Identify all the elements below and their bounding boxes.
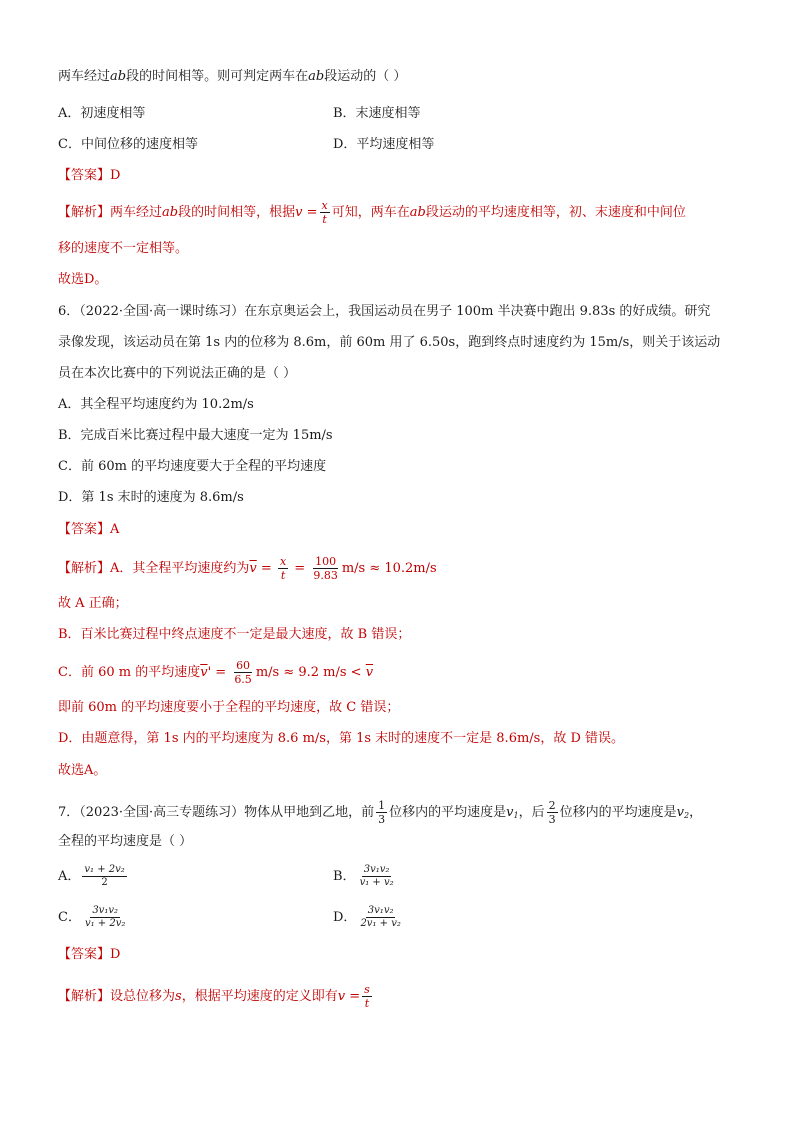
fraction-numerator: 100: [315, 555, 337, 568]
fraction-denominator: t: [322, 213, 327, 226]
analysis-text: 设总位移为: [110, 989, 176, 1004]
fraction-numerator: s: [364, 983, 370, 996]
analysis-text: 段的时间相等，根据: [178, 205, 296, 220]
q6-conclusion: 故选A。: [58, 763, 107, 778]
s-symbol: s: [175, 989, 182, 1004]
answer-tag: 【答案】: [58, 947, 111, 962]
option-fraction: [358, 906, 402, 929]
fraction-numerator: 2: [548, 799, 556, 812]
equals-sign: =: [290, 561, 310, 576]
q6-stem-line2: 录像发现，该运动员在第 1s 内的位移为 8.6m，前 60m 用了 6.50s，跑到终点时速度约为 15m/s，则关于该运动: [58, 335, 721, 350]
fraction-numerator: 60: [236, 659, 251, 672]
q5-analysis-line2: 移的速度不一定相等。: [58, 241, 189, 256]
q7-option-d: [333, 906, 405, 929]
v1-subscript: 1: [513, 811, 519, 820]
fraction-numerator: 3v₁v₂: [363, 864, 390, 875]
fraction-denominator: t: [280, 569, 286, 582]
fraction-denominator: 2: [101, 877, 108, 888]
q5-conclusion: 故选D。: [58, 272, 108, 287]
q7-analysis: [58, 984, 374, 1009]
q5-ab: ab: [308, 69, 325, 84]
fraction-x-over-t: [278, 556, 288, 581]
analysis-text: m/s ≈ 9.2 m/s <: [255, 665, 366, 680]
answer-tag: 【答案】: [58, 522, 111, 537]
q6-option-c: C．前 60m 的平均速度要大于全程的平均速度: [58, 459, 327, 474]
analysis-tag: 【解析】: [58, 561, 111, 576]
fraction-denominator: 6.5: [234, 673, 252, 686]
analysis-tag: 【解析】: [58, 989, 111, 1004]
formula-lhs: v =: [337, 989, 361, 1004]
analysis-text: ，根据平均速度的定义即有: [181, 989, 338, 1004]
fraction-numerator: x: [279, 555, 287, 568]
q7-stem-text: ，后: [518, 805, 545, 820]
formula-lhs: v =: [295, 205, 318, 220]
q6-stem-line1: 6．（2022·全国·高一课时练习）在东京奥运会上，我国运动员在男子 100m 半决赛中跑出 9.83s 的好成绩。研究: [58, 304, 711, 319]
analysis-tag: 【解析】: [58, 205, 111, 220]
fraction-numerator: x: [321, 199, 328, 212]
fraction-100-over-9-83: [311, 556, 340, 581]
q5-answer: [58, 167, 120, 185]
q7-stem-text: 7．（2023·全国·高三专题练习）物体从甲地到乙地，前: [58, 805, 375, 820]
v-bar: $\overline{v}$: [365, 665, 374, 680]
q7-option-c: [58, 906, 129, 929]
q7-stem-text: 位移内的平均速度是: [389, 805, 507, 820]
answer-tag: 【答案】: [58, 168, 111, 183]
q6-option-b: B．完成百米比赛过程中最大速度一定为 15m/s: [58, 428, 333, 443]
fraction-denominator: 2v₁ + v₂: [360, 918, 401, 929]
fraction-denominator: 3: [548, 813, 556, 826]
q6-analysis-a-conclusion: 故 A 正确；: [58, 596, 128, 611]
analysis-text: C．前 60 m 的平均速度: [58, 665, 201, 680]
v2-symbol: v: [676, 805, 684, 820]
q7-option-b: [333, 865, 398, 888]
option-label: D．: [333, 910, 357, 925]
fraction-denominator: v₁ + v₂: [359, 877, 394, 888]
answer-value: A: [110, 522, 120, 537]
q7-stem-line2: 全程的平均速度是（ ）: [58, 834, 193, 849]
fraction-denominator: 3: [378, 813, 386, 826]
q5-stem-text: 段运动的（ ）: [324, 69, 407, 84]
fraction-denominator: t: [364, 997, 370, 1010]
v1-symbol: v: [506, 805, 514, 820]
fraction-one-third: [376, 800, 387, 825]
q5-ab: ab: [409, 205, 426, 220]
q7-stem-text: ，: [689, 805, 703, 820]
analysis-text: A．其全程平均速度约为: [110, 561, 250, 576]
q5-stem-text: 两车经过: [58, 69, 111, 84]
fraction-s-over-t: [362, 984, 372, 1009]
analysis-text: 两车经过: [110, 205, 163, 220]
option-label: C．: [58, 910, 81, 925]
v-bar-prime: $\overline{v}$: [200, 665, 208, 680]
v2-subscript: 2: [683, 811, 690, 820]
q7-stem-line1: [58, 800, 702, 825]
q5-ab: ab: [162, 205, 179, 220]
option-label: B．: [333, 869, 356, 884]
q6-option-d: D．第 1s 末时的速度为 8.6m/s: [58, 490, 244, 505]
q7-option-a: [58, 865, 129, 888]
q6-analysis-b: B．百米比赛过程中终点速度不一定是最大速度，故 B 错误；: [58, 627, 411, 642]
fraction-two-thirds: [547, 800, 558, 825]
q6-option-a: A．其全程平均速度约为 10.2m/s: [58, 397, 254, 412]
q7-stem-text: 位移内的平均速度是: [559, 805, 677, 820]
answer-value: D: [110, 168, 121, 183]
q6-analysis-c: [58, 660, 373, 685]
fraction-numerator: 3v₁v₂: [367, 905, 394, 916]
q5-option-c: C．中间位移的速度相等: [58, 137, 198, 152]
q5-stem-text: 段的时间相等。则可判定两车在: [126, 69, 309, 84]
analysis-text: 段运动的平均速度相等，初、末速度和中间位: [425, 205, 686, 220]
analysis-text: 可知，两车在: [331, 205, 410, 220]
analysis-text: m/s ≈ 10.2m/s: [341, 561, 437, 576]
q6-analysis-a: [58, 556, 437, 581]
equals-sign: =: [256, 561, 276, 576]
q5-option-a: A．初速度相等: [58, 106, 146, 121]
fraction-numerator: 3v₁v₂: [92, 905, 118, 916]
q6-analysis-c-conclusion: 即前 60m 的平均速度要小于全程的平均速度，故 C 错误；: [58, 700, 400, 715]
q5-stem: [58, 68, 406, 86]
fraction-60-over-6-5: [232, 660, 254, 685]
q5-option-b: B．末速度相等: [333, 106, 421, 121]
option-label: A．: [58, 869, 81, 884]
q6-analysis-d: D．由题意得，第 1s 内的平均速度为 8.6 m/s，第 1s 末时的速度不一定是 8.6m/s，故 D 错误。: [58, 731, 625, 746]
q6-stem-line3: 员在本次比赛中的下列说法正确的是（ ）: [58, 366, 297, 381]
fraction-denominator: 9.83: [313, 569, 338, 582]
q5-analysis-line1: [58, 200, 686, 225]
prime-equals: ' =: [207, 665, 231, 680]
option-fraction: [358, 865, 396, 888]
fraction-denominator: v₁ + 2v₂: [84, 918, 126, 929]
q5-option-d: D．平均速度相等: [333, 137, 435, 152]
answer-value: D: [110, 947, 121, 962]
fraction-numerator: v₁ + 2v₂: [84, 864, 125, 875]
v-bar: $\overline{v}$: [249, 561, 257, 576]
formula-fraction: [320, 200, 330, 225]
q5-ab: ab: [110, 69, 127, 84]
option-fraction: [82, 865, 126, 888]
q6-answer: [58, 521, 119, 539]
option-fraction: [83, 906, 127, 929]
fraction-numerator: 1: [378, 799, 386, 812]
q7-answer: [58, 946, 120, 964]
